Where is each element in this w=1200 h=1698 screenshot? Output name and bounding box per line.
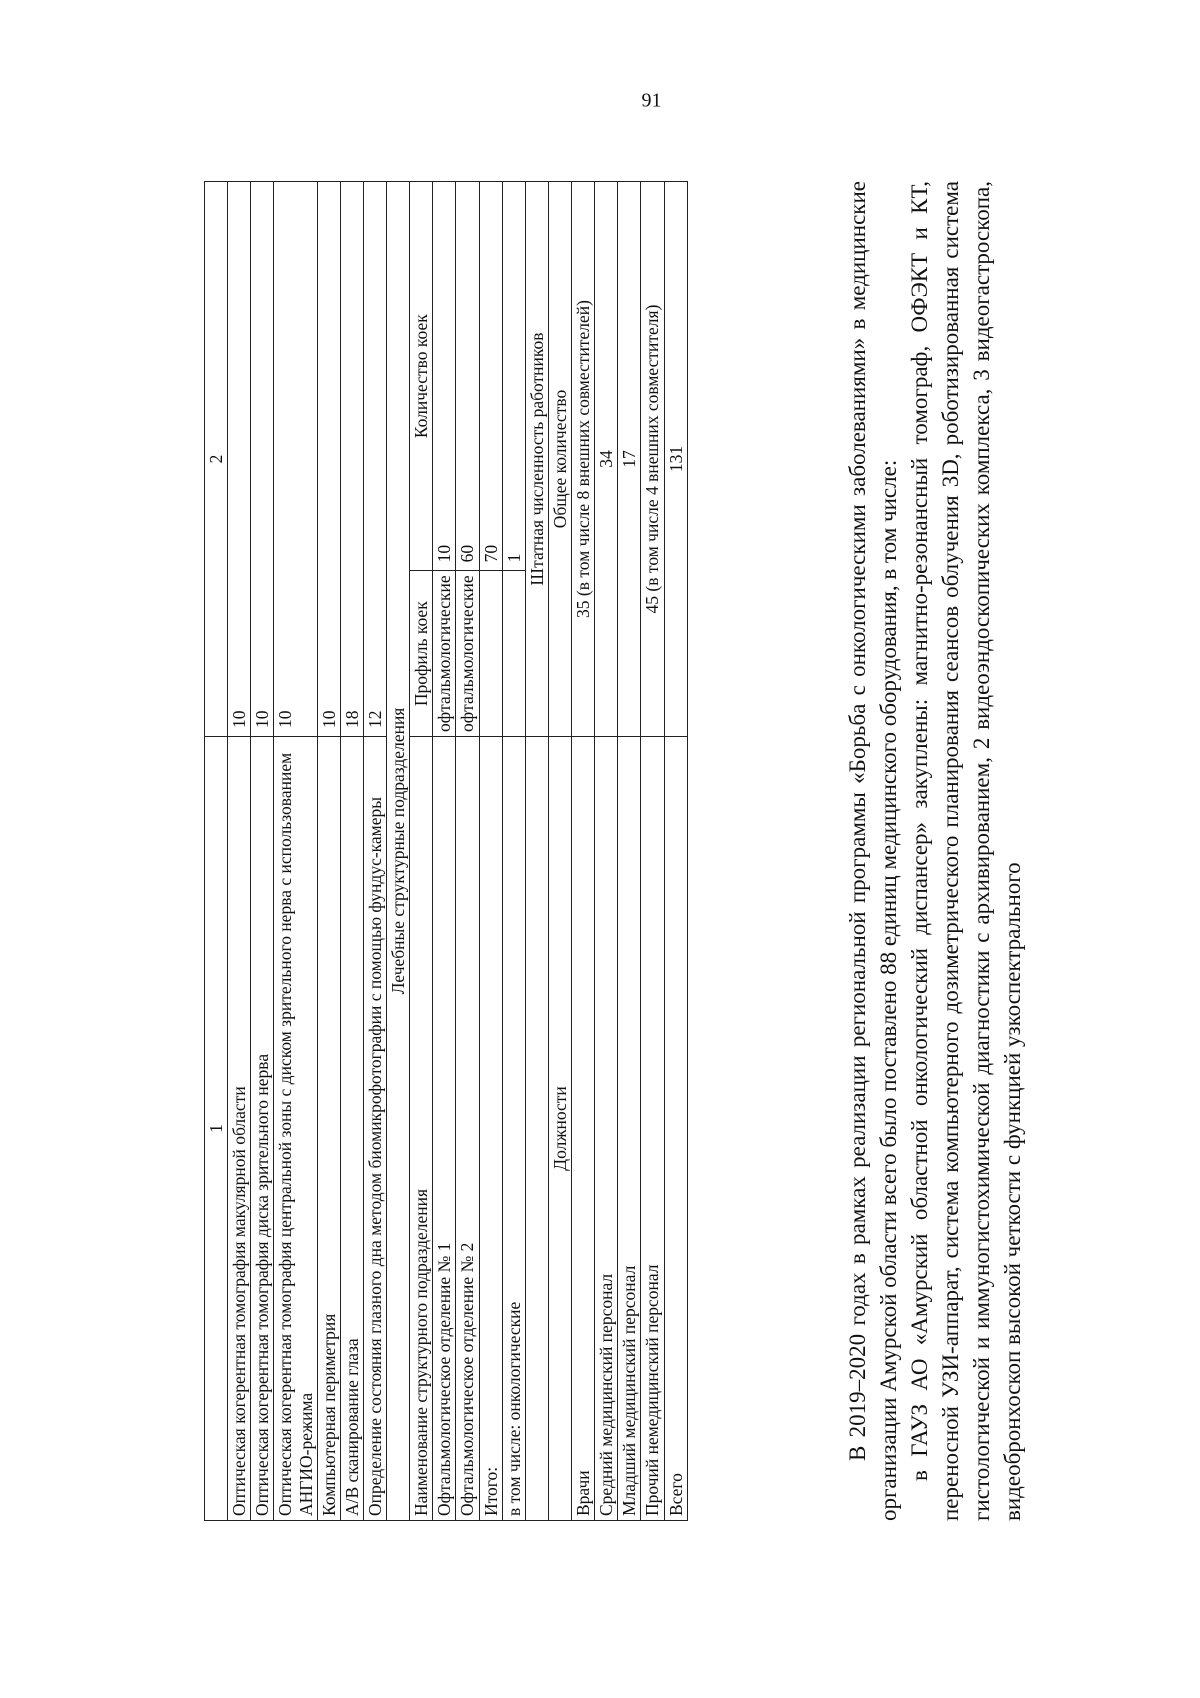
equipment-name: Определение состояния глазного дна методом биомикрофотографии с помощью фундус-камеры xyxy=(363,737,386,1521)
table-row xyxy=(433,182,456,1521)
unit-beds: 60 xyxy=(456,182,479,571)
equipment-name: Компьютерная периметрия xyxy=(317,737,340,1521)
equipment-value: 12 xyxy=(363,182,386,737)
table-row xyxy=(251,182,274,1521)
staff-count: 35 (в том числе 8 внешних совместителей) xyxy=(572,182,595,737)
table-row xyxy=(363,182,386,1521)
equipment-value: 10 xyxy=(251,182,274,737)
unit-profile: офтальмологические xyxy=(433,571,456,737)
unit-name: в том числе: онкологические xyxy=(502,737,525,1521)
staff-header-total: Общее количество xyxy=(548,182,571,737)
equipment-name: Оптическая когерентная томография центральной зоны с диском зрительного нерва с использованием АНГИО-режима xyxy=(274,737,317,1521)
unit-profile: офтальмологические xyxy=(456,571,479,737)
staff-position: Всего xyxy=(664,737,687,1521)
section-title-row xyxy=(525,182,548,1521)
staff-section-title: Штатная численность работников xyxy=(525,182,548,737)
units-header-row xyxy=(410,182,433,1521)
staff-count: 34 xyxy=(595,182,618,737)
table-row xyxy=(456,182,479,1521)
info-table xyxy=(204,181,688,1521)
unit-name: Офтальмологическое отделение № 2 xyxy=(456,737,479,1521)
equipment-name: A/B сканирование глаза xyxy=(340,737,363,1521)
staff-header-row xyxy=(548,182,571,1521)
table-row xyxy=(595,182,618,1521)
equipment-name: Оптическая когерентная томография диска зрительного нерва xyxy=(251,737,274,1521)
table-row xyxy=(572,182,595,1521)
equipment-value: 10 xyxy=(274,182,317,737)
table-row xyxy=(641,182,664,1521)
staff-position: Младший медицинский персонал xyxy=(618,737,641,1521)
equipment-name: Оптическая когерентная томография макулярной области xyxy=(228,737,251,1521)
paragraph: в ГАУЗ АО «Амурский областной онкологический диспансер» закуплены: магнитно-резонансный томограф, ОФЭКТ и КТ, переносной УЗИ-аппарат, система компьютерного дозиметрического планирования сеансов облучения 3D, роботизированная система гистологической и иммуногистохимической диагностики с архивированием, 2 видеоэндоскопических комплекса, 3 видеогастроскопа, видеобронхоскоп высокой четкости с функцией узкоспектрального xyxy=(907,181,1025,1521)
staff-position: Средний медицинский персонал xyxy=(595,737,618,1521)
table-row xyxy=(274,182,317,1521)
equipment-value: 18 xyxy=(340,182,363,737)
equipment-value: 10 xyxy=(317,182,340,737)
staff-header-position: Должности xyxy=(548,737,571,1521)
table-row xyxy=(340,182,363,1521)
unit-profile xyxy=(479,571,502,737)
staff-position: Прочий немедицинский персонал xyxy=(641,737,664,1521)
rotated-page xyxy=(100,89,1100,1599)
staff-count: 45 (в том числе 4 внешних совместителя) xyxy=(641,182,664,737)
units-section-title: Лечебные структурные подразделения xyxy=(387,182,410,1521)
table-row xyxy=(502,182,525,1521)
table-row xyxy=(479,182,502,1521)
table-row xyxy=(228,182,251,1521)
unit-beds: 70 xyxy=(479,182,502,571)
unit-name: Офтальмологическое отделение № 1 xyxy=(433,737,456,1521)
units-header-profile: Профиль коек xyxy=(410,571,433,737)
unit-beds: 1 xyxy=(502,182,525,571)
table-row xyxy=(317,182,340,1521)
table-row xyxy=(618,182,641,1521)
body-text xyxy=(842,181,1028,1521)
empty-cell xyxy=(525,737,548,1521)
section-title-row xyxy=(387,182,410,1521)
staff-position: Врачи xyxy=(572,737,595,1521)
header-col2: 2 xyxy=(205,182,228,737)
units-header-name: Наименование структурного подразделения xyxy=(410,737,433,1521)
staff-count: 17 xyxy=(618,182,641,737)
page-number: 91 xyxy=(641,89,662,112)
header-col1: 1 xyxy=(205,737,228,1521)
staff-count: 131 xyxy=(664,182,687,737)
unit-name: Итого: xyxy=(479,737,502,1521)
unit-beds: 10 xyxy=(433,182,456,571)
table-row xyxy=(664,182,687,1521)
unit-profile xyxy=(502,571,525,737)
equipment-value: 10 xyxy=(228,182,251,737)
table-header-row xyxy=(205,182,228,1521)
units-header-beds: Количество коек xyxy=(410,182,433,571)
paragraph: В 2019–2020 годах в рамках реализации региональной программы «Борьба с онкологическими заболеваниями» в медицинские организации Амурской области всего было поставлено 88 единиц медицинского оборудования, в том числе: xyxy=(845,181,901,1521)
